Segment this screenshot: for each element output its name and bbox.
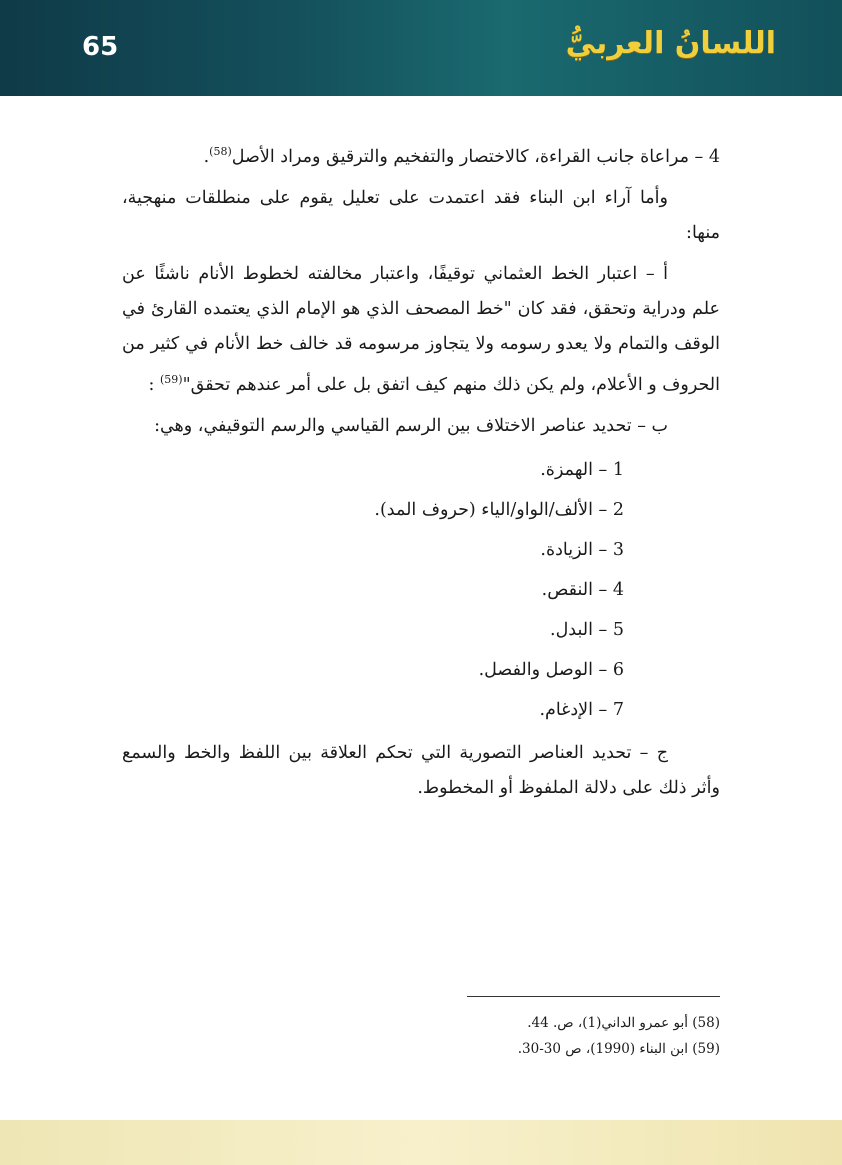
page-header xyxy=(0,0,842,96)
footnote-ref-58: (58) xyxy=(209,145,232,158)
list-item: 1 – الهمزة. xyxy=(540,459,624,480)
list-item: 7 – الإدغام. xyxy=(539,699,624,720)
footnote-ref-59: (59) xyxy=(159,372,183,386)
list-item: 2 – الألف/الواو/الياء (حروف المد). xyxy=(374,499,624,520)
paragraph-point-c: ج – تحديد العناصر التصورية التي تحكم العلاقة بين اللفظ والخط والسمع وأثر ذلك على دلالة الملفوظ أو المخطوط. xyxy=(122,742,720,798)
list-item: 4 – النقص. xyxy=(541,579,624,600)
footnote-58: (58) أبو عمرو الداني(1)، ص. 44. xyxy=(527,1015,720,1031)
item-4-end: . xyxy=(203,146,210,167)
footnote-59: (59) ابن البناء (1990)، ص 30-30. xyxy=(517,1041,720,1057)
page-footer-band xyxy=(0,1120,842,1165)
list-item: 6 – الوصل والفصل. xyxy=(478,659,624,680)
list-item: 5 – البدل. xyxy=(550,619,624,640)
paragraph-item-4 xyxy=(122,134,720,175)
paragraph-point-b: ب – تحديد عناصر الاختلاف بين الرسم القياسي والرسم التوقيفي، وهي: xyxy=(154,415,668,436)
paragraph-intro: وأما آراء ابن البناء فقد اعتمدت على تعليل يقوم على منطلقات منهجية، منها: xyxy=(122,187,720,243)
paragraph-point-a xyxy=(122,257,720,403)
page-number: 65 xyxy=(82,32,119,62)
point-a-text: أ – اعتبار الخط العثماني توقيفًا، واعتبار مخالفته لخطوط الأنام ناشئًا عن علم ودراية وتحقق، فقد كان "خط المصحف الذي هو الإمام الذي يعتمده القارئ في الوقف والتمام ولا يعدو رسومه ولا يتجاوز مرسومه قد خالف خط الأنام في كثير من الحروف و الأعلام، ولم يكن ذلك منهم كيف اتفق بل على أمر عندهم تحقق" xyxy=(122,263,720,395)
point-a-end: : xyxy=(148,374,160,395)
item-4-text: 4 – مراعاة جانب القراءة، كالاختصار والتفخيم والترقيق ومراد الأصل xyxy=(231,146,720,167)
footnote-divider xyxy=(467,996,720,997)
footnotes xyxy=(300,1010,720,1062)
article-body xyxy=(122,134,720,812)
elements-list xyxy=(122,450,720,730)
journal-logo: اللسانُ العربيُّ xyxy=(565,26,776,61)
list-item: 3 – الزيادة. xyxy=(540,539,624,560)
